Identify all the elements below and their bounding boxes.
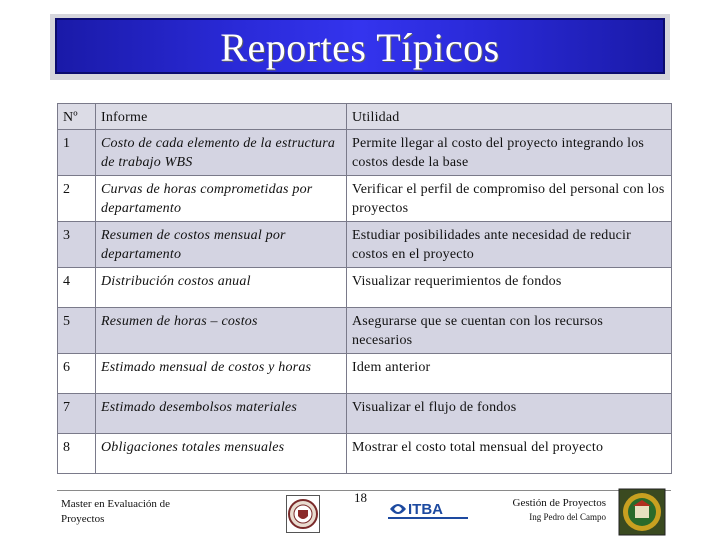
row-num: 5 [58,308,96,354]
row-utilidad: Visualizar requerimientos de fondos [347,268,672,308]
row-num: 3 [58,222,96,268]
header-num: Nº [58,104,96,130]
title-panel [55,18,665,74]
row-num: 1 [58,130,96,176]
slide-title: Reportes Típicos [220,24,500,70]
header-informe: Informe [96,104,347,130]
table-row [58,394,672,434]
reports-table [57,103,672,474]
row-num: 4 [58,268,96,308]
itba-logo-text: ITBA [408,501,443,518]
row-num: 2 [58,176,96,222]
row-informe: Obligaciones totales mensuales [96,434,347,474]
table-header-row [58,104,672,130]
table-row [58,130,672,176]
table-row [58,222,672,268]
table-row [58,176,672,222]
row-informe: Resumen de horas – costos [96,308,347,354]
institution-badge-icon [618,488,666,536]
row-utilidad: Visualizar el flujo de fondos [347,394,672,434]
header-utilidad: Utilidad [347,104,672,130]
row-informe: Resumen de costos mensual por departamento [96,222,347,268]
row-informe: Estimado mensual de costos y horas [96,354,347,394]
footer-course-line2: Proyectos [61,513,105,525]
row-num: 7 [58,394,96,434]
row-informe: Costo de cada elemento de la estructura de trabajo WBS [96,130,347,176]
table-row [58,268,672,308]
row-informe: Distribución costos anual [96,268,347,308]
footer-author [478,496,606,524]
row-utilidad: Estudiar posibilidades ante necesidad de reducir costos en el proyecto [347,222,672,268]
title-banner [50,14,670,80]
row-utilidad: Permite llegar al costo del proyecto integrando los costos desde la base [347,130,672,176]
university-crest-icon [286,495,320,533]
itba-logo-icon [388,497,468,521]
footer-course [61,497,241,527]
row-utilidad: Asegurarse que se cuentan con los recursos necesarios [347,308,672,354]
row-utilidad: Mostrar el costo total mensual del proyecto [347,434,672,474]
footer-subject: Gestión de Proyectos [512,497,606,509]
row-num: 6 [58,354,96,394]
table-row [58,354,672,394]
footer-course-line1: Master en Evaluación de [61,498,171,510]
table-row [58,308,672,354]
row-utilidad: Verificar el perfil de compromiso del personal con los proyectos [347,176,672,222]
row-informe: Estimado desembolsos materiales [96,394,347,434]
row-num: 8 [58,434,96,474]
table-row [58,434,672,474]
row-informe: Curvas de horas comprometidas por departamento [96,176,347,222]
row-utilidad: Idem anterior [347,354,672,394]
footer-instructor: Ing Pedro del Campo [529,512,606,522]
page-number: 18 [354,490,367,505]
